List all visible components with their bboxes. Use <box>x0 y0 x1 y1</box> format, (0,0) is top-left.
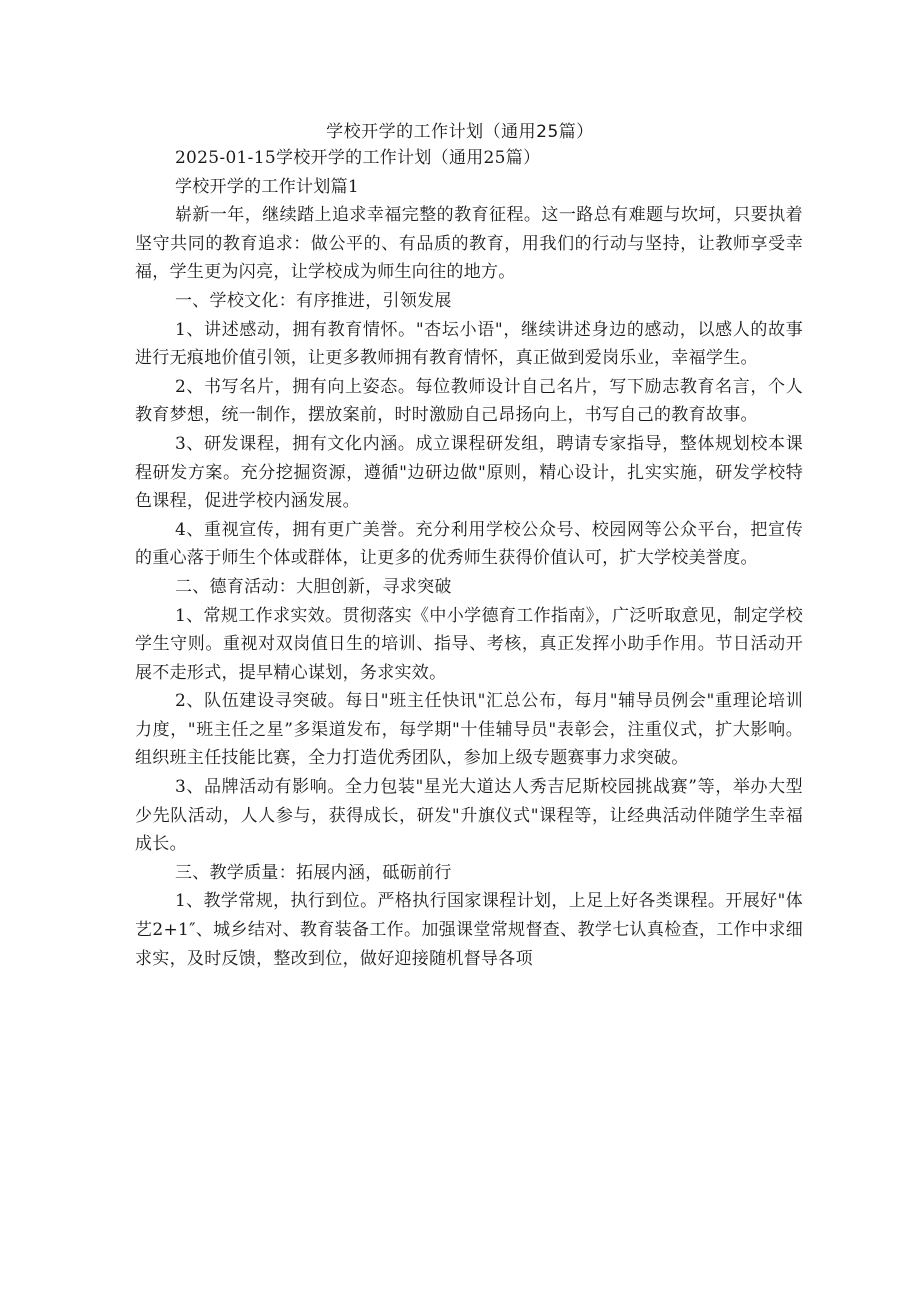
paragraph: 1、教学常规，执行到位。严格执行国家课程计划，上足上好各类课程。开展好"体艺2+1″、城乡结对、教育装备工作。加强课堂常规督查、教学七认真检查，工作中求细求实，及时反馈，整改到位，做好迎接随机督导各项 <box>135 891 803 969</box>
section-subtitle: 学校开学的工作计划篇1 <box>174 176 360 197</box>
document-title: 学校开学的工作计划（通用25篇） <box>326 122 594 142</box>
paragraph: 2、书写名片，拥有向上姿态。每位教师设计自己名片，写下励志教育名言，个人教育梦想，统一制作，摆放案前，时时激励自己昂扬向上，书写自己的教育故事。 <box>135 376 803 426</box>
meta-line: 2025-01-15学校开学的工作计划（通用25篇） <box>174 148 541 168</box>
paragraph: 3、研发课程，拥有文化内涵。成立课程研发组，聘请专家指导，整体规划校本课程研发方案。充分挖掘资源，遵循"边研边做"原则，精心设计，扎实实施，研发学校特色课程，促进学校内涵发展。 <box>135 433 803 512</box>
paragraph: 3、品牌活动有影响。全力包装"星光大道达人秀吉尼斯校园挑战赛”等，举办大型少先队活动，人人参与，获得成长，研发"升旗仪式"课程等，让经典活动伴随学生幸福成长。 <box>135 777 803 855</box>
paragraph: 1、讲述感动，拥有教育情怀。"杏坛小语"，继续讲述身边的感动，以感人的故事进行无痕地价值引领，让更多教师拥有教育情怀，真正做到爱岗乐业，幸福学生。 <box>135 319 803 369</box>
paragraph-intro: 崭新一年，继续踏上追求幸福完整的教育征程。这一路总有难题与坎坷，只要执着坚守共同的教育追求：做公平的、有品质的教育，用我们的行动与坚持，让教师享受幸福，学生更为闪亮，让学校成为师生向往的地方。 <box>135 205 803 283</box>
paragraph: 1、常规工作求实效。贯彻落实《中小学德育工作指南》，广泛听取意见，制定学校学生守则。重视对双岗值日生的培训、指导、考核，真正发挥小助手作用。节日活动开展不走形式，提早精心谋划，务求实效。 <box>135 605 803 683</box>
paragraph: 4、重视宣传，拥有更广美誉。充分利用学校公众号、校园网等公众平台，把宣传的重心落于师生个体或群体，让更多的优秀师生获得价值认可，扩大学校美誉度。 <box>135 519 803 569</box>
document-body <box>135 144 803 973</box>
paragraph: 2、队伍建设寻突破。每日"班主任快讯"汇总公布，每月"辅导员例会"重理论培训力度，"班主任之星”多渠道发布，每学期"十佳辅导员"表彰会，注重仪式，扩大影响。组织班主任技能比赛，全力打造优秀团队，参加上级专题赛事力求突破。 <box>135 691 803 769</box>
heading-teaching-quality: 三、教学质量：拓展内涵，砥砺前行 <box>174 862 452 883</box>
heading-school-culture: 一、学校文化：有序推进，引领发展 <box>174 290 452 311</box>
heading-moral-education: 二、德育活动：大胆创新，寻求突破 <box>174 576 452 597</box>
